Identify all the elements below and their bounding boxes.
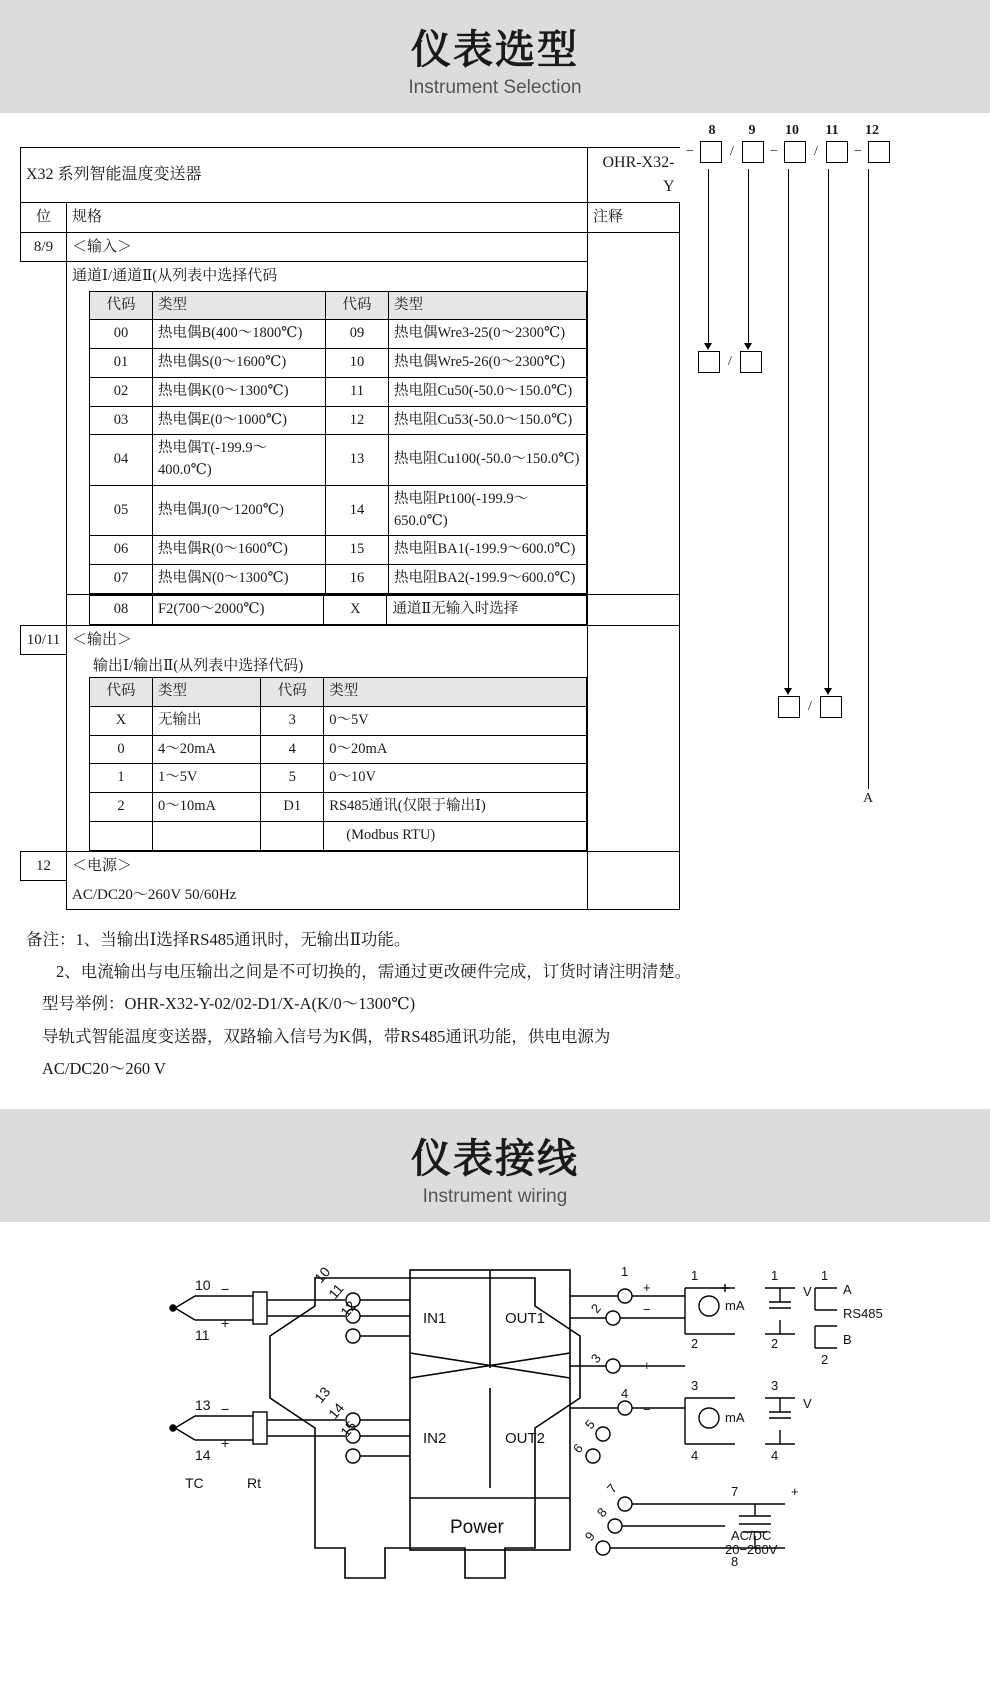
leader-line-12 — [868, 169, 869, 789]
power-range: 20−260V — [725, 1541, 778, 1557]
section-output-title — [21, 625, 680, 655]
sign-minus-2: − — [221, 1400, 230, 1417]
section-pos-8-9: 8/9 — [21, 232, 67, 262]
right-num-2: 2 — [587, 1300, 604, 1316]
wiring-svg — [25, 1248, 965, 1648]
out-pin-4a: 4 — [691, 1447, 699, 1463]
code-header-4: 代码 — [261, 678, 324, 707]
note-cell-input — [588, 232, 680, 594]
remark-line-5: AC/DC20～260 V — [42, 1058, 166, 1078]
code-box-output-2[interactable] — [820, 696, 842, 718]
table-row: 03 热电偶E(0～1000℃) 12 热电阻Cu53(-50.0～150.0℃) — [90, 406, 587, 435]
terminal-13: 13 — [195, 1396, 211, 1413]
section-input-subtitle — [21, 262, 680, 291]
section-banner-wiring — [0, 1109, 990, 1222]
model-code-boxes — [686, 123, 990, 806]
rs485-label: RS485 — [843, 1305, 883, 1321]
type-header-3: 类型 — [153, 678, 261, 707]
table-row: 08 F2(700～2000℃) X 通道Ⅱ无输入时选择 — [90, 595, 587, 624]
leader-arrow-8 — [704, 343, 712, 350]
code-box-pair-input: / — [698, 351, 762, 373]
block-out1: OUT1 — [505, 1309, 546, 1327]
right-sign-plus-2: + — [643, 1357, 651, 1373]
sign-minus-1: − — [221, 1280, 230, 1297]
table-row: 2 0～10mA D1 RS485通讯(仅限于输出Ⅰ) — [90, 793, 587, 822]
code-num-11: 11 — [825, 123, 839, 138]
table-title-row — [21, 148, 680, 203]
table-row: 06 热电偶R(0～1600℃) 15 热电阻BA1(-199.9～600.0℃) — [90, 536, 587, 565]
terminal-11: 11 — [195, 1326, 210, 1343]
model-prefix: OHR-X32-Y — [588, 148, 680, 203]
meter-ma-1: mA — [725, 1297, 745, 1313]
inner-num-14: 14 — [325, 1399, 348, 1422]
banner-subtitle-2: Instrument wiring — [422, 1185, 568, 1207]
rs485-a: A — [843, 1281, 852, 1297]
code-box-row: − / − / − — [680, 141, 990, 163]
inner-num-13: 13 — [311, 1383, 334, 1406]
table-row: 02 热电偶K(0～1300℃) 11 热电阻Cu50(-50.0～150.0℃) — [90, 377, 587, 406]
selection-section — [0, 123, 990, 1085]
code-box-8[interactable] — [700, 141, 722, 163]
label-rt: Rt — [247, 1474, 261, 1491]
rs485-b: B — [843, 1331, 852, 1347]
banner-title-2: 仪表接线 — [411, 1135, 579, 1182]
block-out2: OUT2 — [505, 1429, 546, 1447]
out-pin-2b: 2 — [771, 1335, 779, 1351]
code-num-10: 10 — [785, 123, 799, 138]
product-name: X32 系列智能温度变送器 — [21, 148, 588, 203]
code-box-input-2[interactable] — [740, 351, 762, 373]
code-box-output-1[interactable] — [778, 696, 800, 718]
section-power-title — [21, 851, 680, 881]
leader-arrow-10 — [784, 688, 792, 695]
code-box-12[interactable] — [868, 141, 890, 163]
power-pin-7: 7 — [731, 1483, 739, 1499]
terminal-14: 14 — [195, 1446, 211, 1463]
section-input-title — [21, 232, 680, 262]
table-row: 05 热电偶J(0～1200℃) 14 热电阻Pt100(-199.9～650.0℃) — [90, 485, 587, 536]
block-power: Power — [450, 1516, 504, 1538]
meter-ma-2: mA — [725, 1409, 745, 1425]
code-box-11[interactable] — [826, 141, 848, 163]
table-row: 07 热电偶N(0～1300℃) 16 热电阻BA2(-199.9～600.0℃) — [90, 565, 587, 594]
code-box-input-1[interactable] — [698, 351, 720, 373]
type-header-4: 类型 — [324, 678, 587, 707]
table-row: 0 4～20mA 4 0～20mA — [90, 735, 587, 764]
code-position-numbers — [692, 123, 990, 139]
selection-table — [20, 147, 680, 910]
power-pin-8: 8 — [731, 1553, 739, 1569]
inner-num-15: 15 — [337, 1417, 360, 1440]
note-cell-output — [588, 625, 680, 851]
out-pin-3b: 3 — [771, 1377, 779, 1393]
right-num-4: 4 — [621, 1385, 629, 1401]
terminal-10: 10 — [195, 1276, 211, 1293]
banner-subtitle: Instrument Selection — [408, 77, 582, 98]
output-code-table — [89, 677, 587, 851]
sign-plus-1: + — [221, 1314, 230, 1331]
table-row: 00 热电偶B(400～1800℃) 09 热电偶Wre3-25(0～2300℃) — [90, 320, 587, 349]
inner-num-11: 11 — [325, 1280, 347, 1302]
remark-line-4: 导轨式智能温度变送器，双路输入信号为K偶，带RS485通讯功能，供电电源为 — [42, 1026, 611, 1046]
out-pin-1b: 1 — [771, 1267, 779, 1283]
header-pos: 位 — [21, 203, 67, 233]
remark-line-1: 备注：1、当输出Ⅰ选择RS485通讯时，无输出Ⅱ功能。 — [26, 930, 411, 949]
section-output-label: ＜输出＞ — [67, 625, 588, 655]
power-label: AC/DC — [731, 1527, 772, 1543]
table-row: X 无输出 3 0～5V — [90, 706, 587, 735]
section-output-body — [21, 655, 680, 852]
header-note: 注释 — [588, 203, 680, 233]
section-input-label: ＜输入＞ — [67, 232, 588, 262]
code-header-2: 代码 — [326, 291, 389, 320]
table-header-row — [21, 203, 680, 233]
remark-line-2: 2、电流输出与电压输出之间是不可切换的，需通过更改硬件完成，订货时请注明清楚。 — [56, 962, 692, 982]
section-input-sub: 通道Ⅰ/通道Ⅱ(从列表中选择代码 — [67, 262, 588, 291]
right-num-8: 8 — [593, 1504, 610, 1520]
leader-arrow-9 — [744, 343, 752, 350]
table-row: 01 热电偶S(0～1600℃) 10 热电偶Wre5-26(0～2300℃) — [90, 349, 587, 378]
table-row: 04 热电偶T(-199.9～400.0℃) 13 热电阻Cu100(-50.0～150.0℃) — [90, 435, 587, 486]
right-sign-plus-1: + — [643, 1279, 651, 1295]
out-pin-2a: 2 — [691, 1335, 699, 1351]
section-output-sub: 输出Ⅰ/输出Ⅱ(从列表中选择代码) — [93, 657, 304, 674]
remarks-block — [26, 924, 970, 1085]
right-num-5: 5 — [581, 1416, 598, 1432]
code-num-12: 12 — [865, 123, 879, 138]
code-header-1: 代码 — [90, 291, 153, 320]
right-num-3: 3 — [587, 1350, 604, 1366]
right-num-1: 1 — [621, 1263, 629, 1279]
right-num-9: 9 — [581, 1528, 598, 1544]
input-code-table — [89, 291, 587, 594]
header-spec: 规格 — [67, 203, 588, 233]
out-pin-4b: 4 — [771, 1447, 779, 1463]
type-header-2: 类型 — [389, 291, 587, 320]
label-tc: TC — [185, 1474, 204, 1491]
code-header-3: 代码 — [90, 678, 153, 707]
code-box-pair-output: / — [778, 696, 842, 718]
section-input-body — [21, 291, 680, 595]
section-pos-12: 12 — [21, 851, 67, 881]
input-code-header — [90, 291, 587, 320]
table-row: 1 1～5V 5 0～10V — [90, 764, 587, 793]
output-code-header — [90, 678, 587, 707]
right-num-7: 7 — [603, 1480, 620, 1496]
leader-line-8 — [708, 169, 709, 344]
input-last-row — [21, 594, 680, 625]
meter-v-1: V — [803, 1283, 812, 1299]
section-pos-10-11: 10/11 — [21, 625, 67, 655]
power-mark-a: A — [863, 791, 874, 806]
rs485-pin-2: 2 — [821, 1351, 829, 1367]
section-power-label: ＜电源＞ — [67, 851, 588, 881]
leader-line-9 — [748, 169, 749, 344]
right-num-6: 6 — [569, 1440, 586, 1456]
note-cell-input-2 — [588, 594, 680, 625]
selection-table-wrap — [20, 123, 970, 910]
note-cell-power — [588, 851, 680, 910]
power-sign-plus: + — [791, 1483, 799, 1499]
leader-line-10 — [788, 169, 789, 689]
out-pin-3a: 3 — [691, 1377, 699, 1393]
remark-line-3: 型号举例：OHR-X32-Y-02/02-D1/X-A(K/0～1300℃) — [42, 994, 416, 1014]
code-box-10[interactable] — [784, 141, 806, 163]
right-sign-minus-2: − — [643, 1401, 651, 1417]
code-num-8: 8 — [708, 123, 716, 138]
out-pin-1a: 1 — [691, 1267, 699, 1283]
block-in1: IN1 — [423, 1309, 447, 1327]
type-header-1: 类型 — [153, 291, 326, 320]
leader-line-11 — [828, 169, 829, 689]
inner-num-12: 12 — [337, 1297, 360, 1320]
rs485-pin-1: 1 — [821, 1267, 829, 1283]
code-num-9: 9 — [748, 123, 756, 138]
banner-title: 仪表选型 — [411, 27, 579, 73]
section-banner-selection — [0, 0, 990, 113]
code-box-9[interactable] — [742, 141, 764, 163]
inner-num-10: 10 — [311, 1263, 334, 1286]
table-row: (Modbus RTU) — [90, 821, 587, 850]
block-in2: IN2 — [423, 1429, 447, 1447]
sign-plus-2: + — [221, 1434, 230, 1451]
right-sign-minus-1: − — [643, 1301, 651, 1317]
section-power-sub: AC/DC20～260V 50/60Hz — [67, 881, 588, 910]
section-power-body — [21, 881, 680, 910]
leader-arrow-11 — [824, 688, 832, 695]
wiring-diagram — [0, 1248, 990, 1648]
input-code-table-last — [89, 595, 587, 625]
meter-v-2: V — [803, 1395, 812, 1411]
